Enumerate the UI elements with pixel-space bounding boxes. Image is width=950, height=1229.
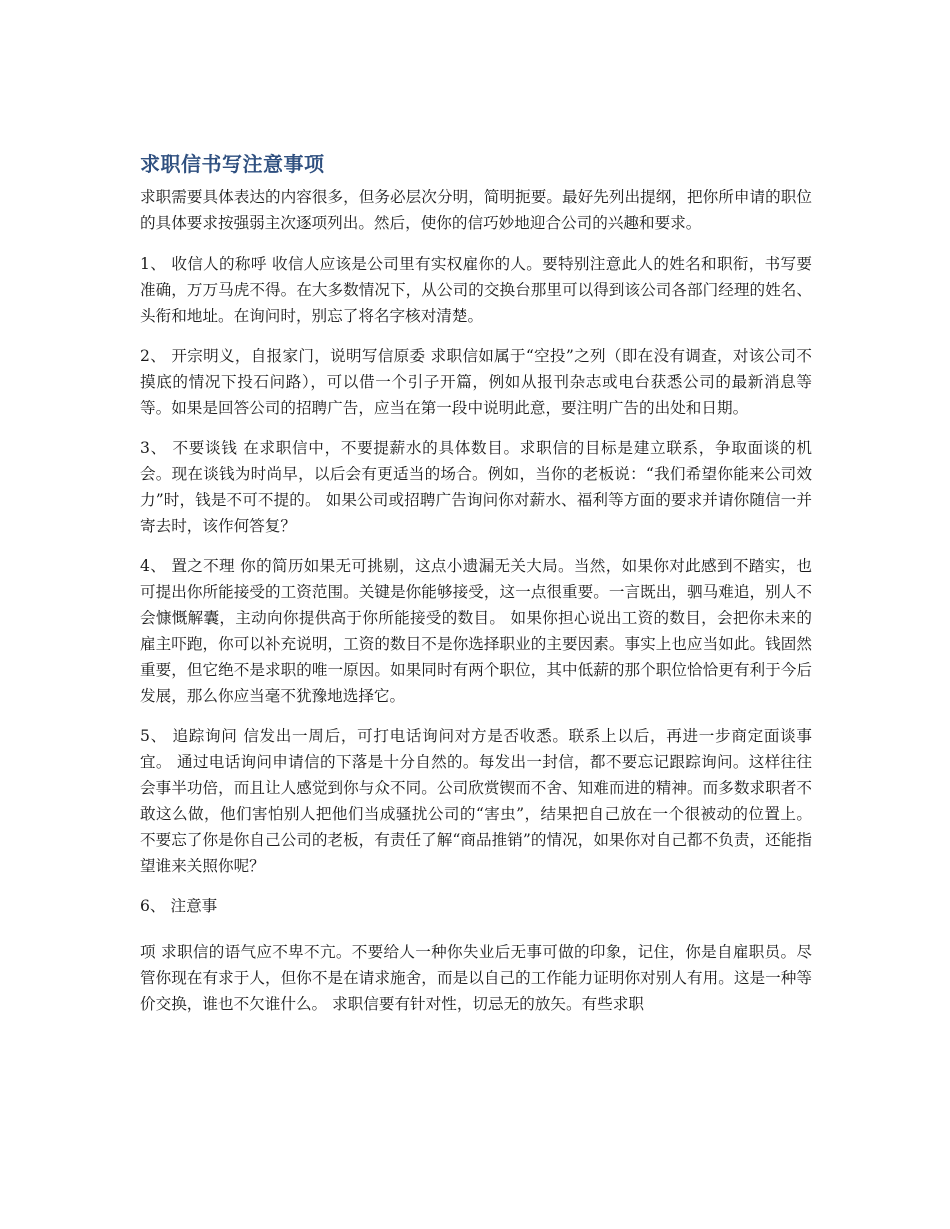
paragraph-recipient-salutation: 1、 收信人的称呼 收信人应该是公司里有实权雇你的人。要特别注意此人的姓名和职衔，书写要准确，万万马虎不得。在大多数情况下，从公司的交换台那里可以得到该公司各部门经理的姓名、头衔和地址。在询问时，别忘了将名字核对清楚。 xyxy=(140,255,812,325)
document-title: 求职信书写注意事项 xyxy=(140,152,325,176)
intro-paragraph: 求职需要具体表达的内容很多，但务必层次分明，简明扼要。最好先列出提纲，把你所申请的职位的具体要求按强弱主次逐项列出。然后，使你的信巧妙地迎合公司的兴趣和要求。 xyxy=(140,188,812,232)
paragraph-notes-body: 项 求职信的语气应不卑不亢。不要给人一种你失业后无事可做的印象，记住，你是自雇职员。尽管你现在有求于人，但你不是在请求施舍，而是以自己的工作能力证明你对别人有用。这是一种等价交换，谁也不欠谁什么。 求职信要有针对性，切忌无的放矢。有些求职 xyxy=(140,943,812,1013)
paragraph-follow-up: 5、 追踪询问 信发出一周后，可打电话询问对方是否收悉。联系上以后，再进一步商定面谈事宜。 通过电话询问申请信的下落是十分自然的。每发出一封信，都不要忘记跟踪询问。这样往往会事半功倍，而且让人感觉到你与众不同。公司欣赏锲而不舍、知难而进的精神。而多数求职者不敢这么做，他们害怕别人把他们当成骚扰公司的“害虫”，结果把自己放在一个很被动的位置上。 不要忘了你是你自己公司的老板，有责任了解“商品推销”的情况，如果你对自己都不负责，还能指望谁来关照你呢？ xyxy=(140,727,812,875)
document-page xyxy=(140,148,812,1031)
paragraph-salary: 3、 不要谈钱 在求职信中，不要提薪水的具体数目。求职信的目标是建立联系，争取面谈的机会。现在谈钱为时尚早，以后会有更适当的场合。例如，当你的老板说：“我们希望你能来公司效力”时，钱是不可不提的。 如果公司或招聘广告询问你对薪水、福利等方面的要求并请你随信一并寄去时，该作何答复？ xyxy=(140,439,812,535)
paragraph-opening-statement: 2、 开宗明义，自报家门，说明写信原委 求职信如属于“空投”之列（即在没有调查，对该公司不摸底的情况下投石问路），可以借一个引子开篇，例如从报刊杂志或电台获悉公司的最新消息等等。如果是回答公司的招聘广告，应当在第一段中说明此意，要注明广告的出处和日期。 xyxy=(140,347,812,417)
paragraph-ignore: 4、 置之不理 你的简历如果无可挑剔，这点小遗漏无关大局。当然，如果你对此感到不踏实，也可提出你所能接受的工资范围。关键是你能够接受，这一点很重要。一言既出，驷马难追，别人不会慷慨解囊，主动向你提供高于你所能接受的数目。 如果你担心说出工资的数目，会把你未来的雇主吓跑，你可以补充说明，工资的数目不是你选择职业的主要因素。事实上也应当如此。钱固然重要，但它绝不是求职的唯一原因。如果同时有两个职位，其中低薪的那个职位恰恰更有利于今后发展，那么你应当毫不犹豫地选择它。 xyxy=(140,557,812,705)
paragraph-notes-heading: 6、 注意事 xyxy=(140,897,218,915)
